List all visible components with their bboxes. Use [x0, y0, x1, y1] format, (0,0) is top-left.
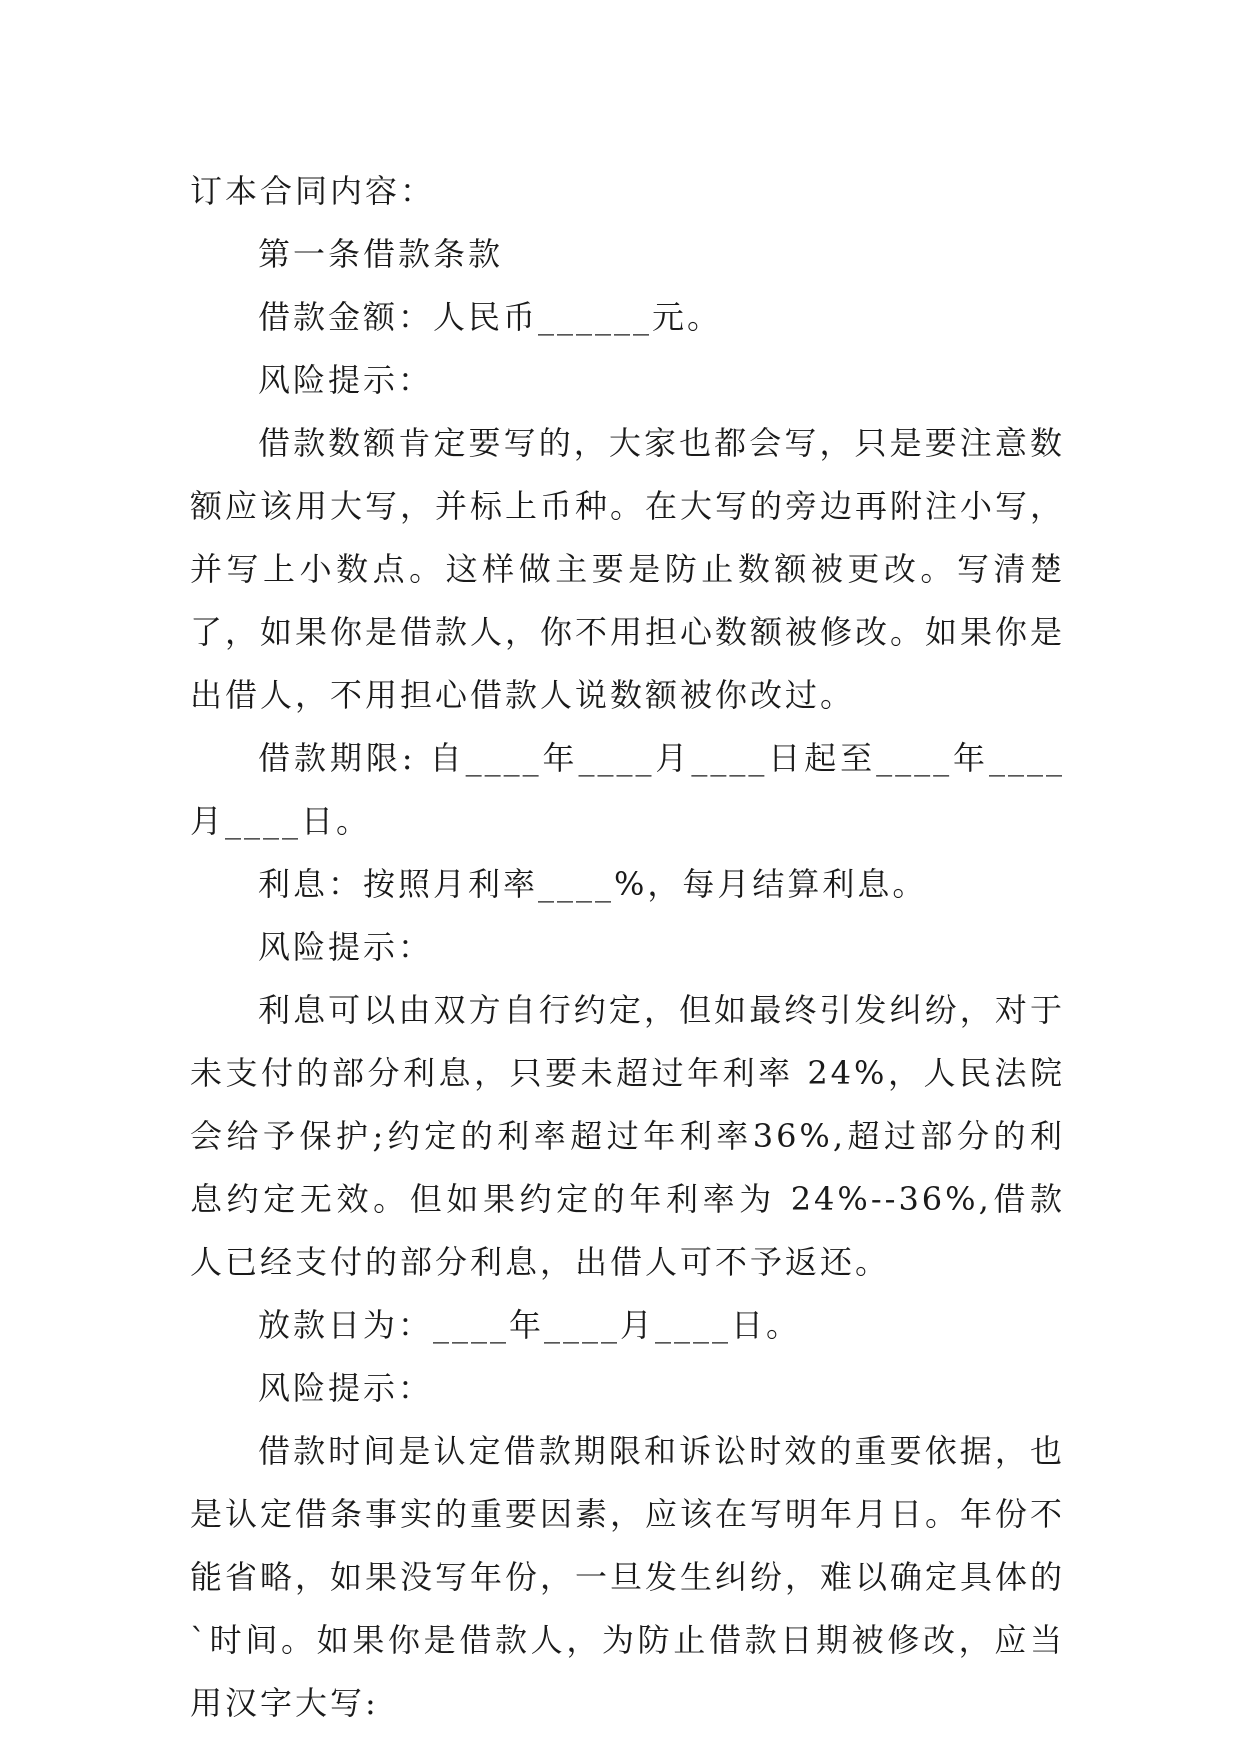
loan-date-risk-paragraph: 借款时间是认定借款期限和诉讼时效的重要依据，也是认定借条事实的重要因素，应该在写明年月日。年份不能省略，如果没写年份，一旦发生纠纷，难以确定具体的`时间。如果你是借款人，为防止借款日期被修改，应当用汉字大写: [190, 1432, 1066, 1722]
loan-amount-clause: 借款金额：人民币______元。 [258, 298, 723, 336]
risk-notice-heading: 风险提示： [258, 1369, 434, 1407]
contract-intro-line: 订本合同内容： [190, 172, 436, 210]
article-one-heading: 第一条借款条款 [258, 235, 504, 273]
loan-amount-risk-paragraph: 借款数额肯定要写的，大家也都会写，只是要注意数额应该用大写，并标上币种。在大写的旁边再附注小写，并写上小数点。这样做主要是防止数额被更改。写清楚了，如果你是借款人，你不用担心数额被修改。如果你是出借人，不用担心借款人说数额被你改过。 [190, 424, 1066, 714]
loan-term-clause: 借款期限: 自____年____月____日起至____年____月____日。 [190, 739, 1065, 840]
interest-clause: 利息：按照月利率____%，每月结算利息。 [258, 865, 928, 903]
disbursement-date-clause: 放款日为：____年____月____日。 [258, 1306, 802, 1344]
risk-notice-heading: 风险提示： [258, 361, 434, 399]
document-body [190, 160, 1065, 1735]
interest-risk-paragraph: 利息可以由双方自行约定，但如最终引发纠纷，对于未支付的部分利息，只要未超过年利率 24%，人民法院会给予保护;约定的利率超过年利率36%,超过部分的利息约定无效。但如果约定的年利率为 24%--36%,借款人已经支付的部分利息，出借人可不予返还。 [190, 991, 1065, 1281]
risk-notice-heading: 风险提示： [258, 928, 434, 966]
